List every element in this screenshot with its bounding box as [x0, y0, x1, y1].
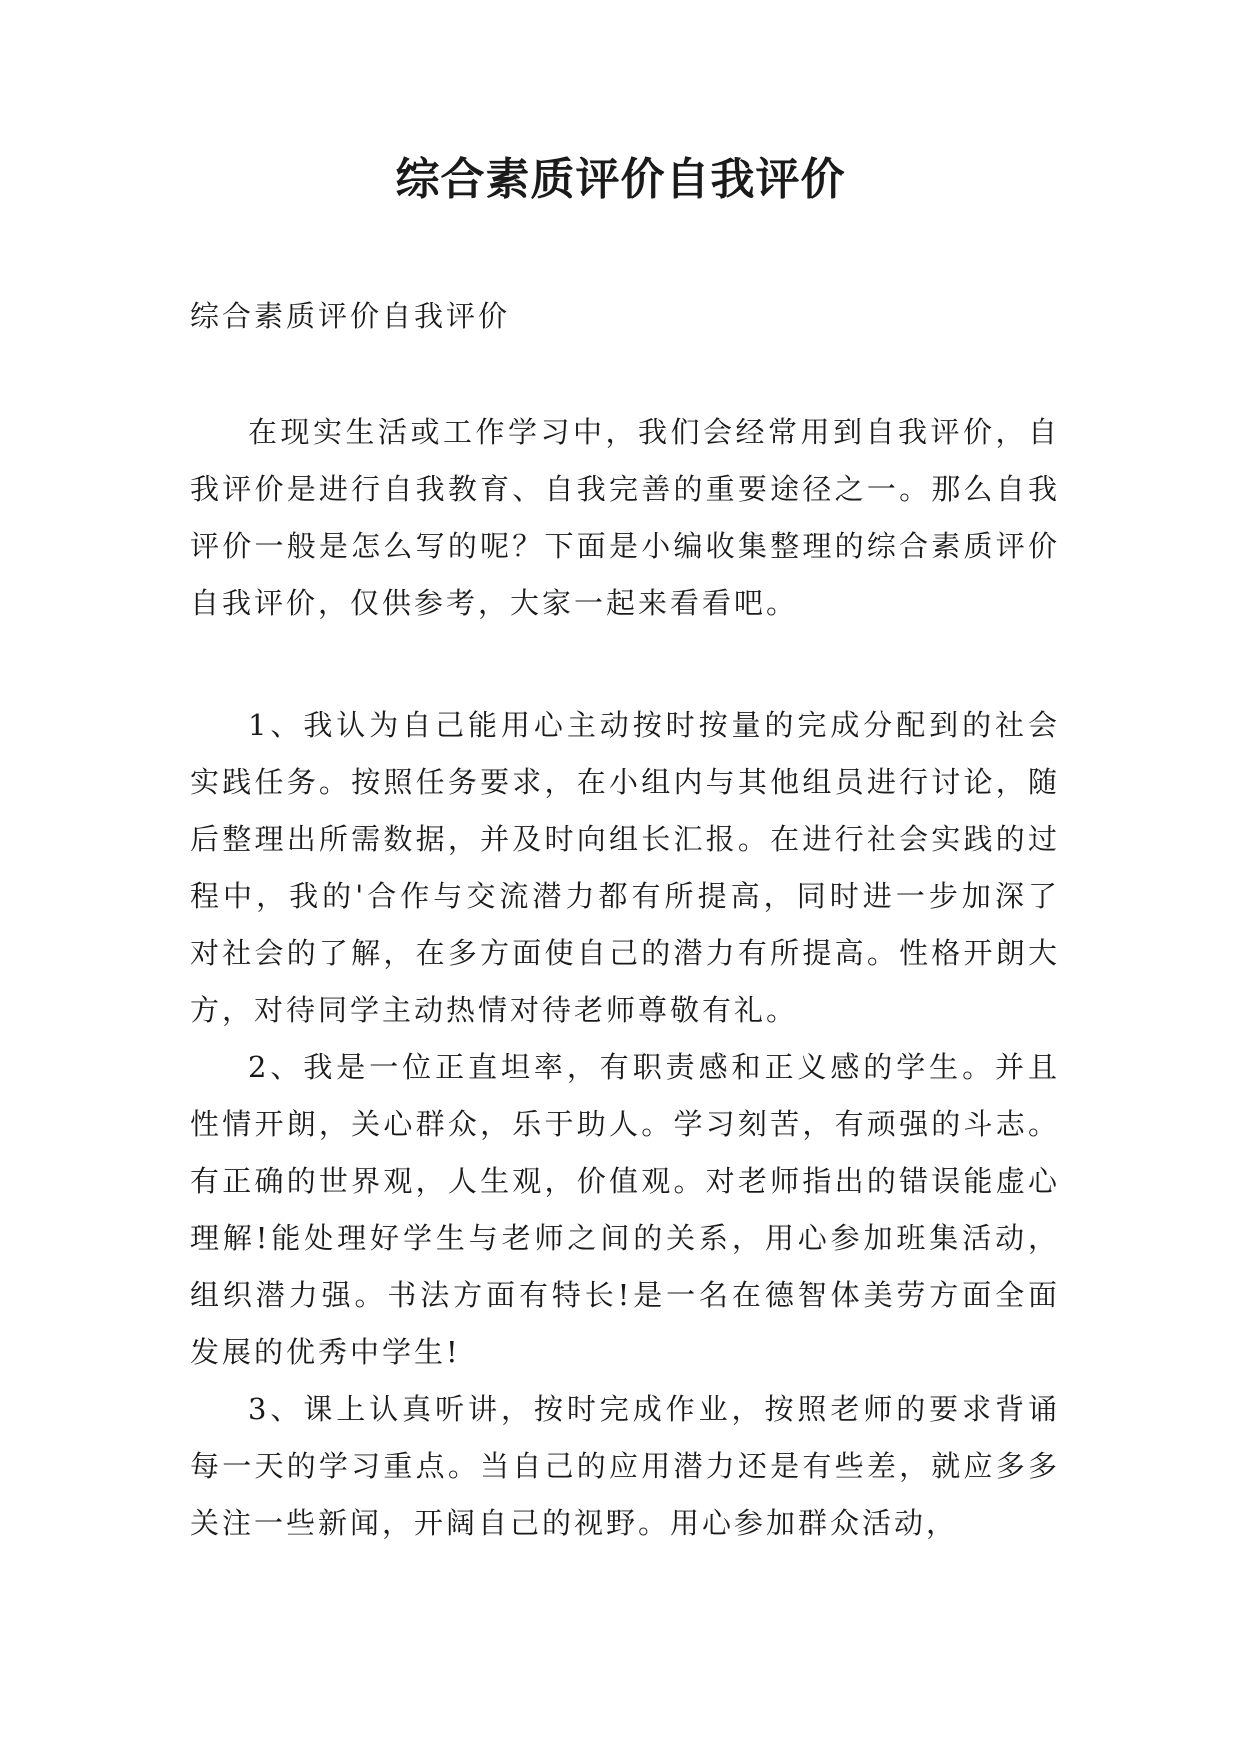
evaluation-item-2: 2、我是一位正直坦率，有职责感和正义感的学生。并且性情开朗，关心群众，乐于助人。学习刻苦，有顽强的斗志。有正确的世界观，人生观，价值观。对老师指出的错误能虚心理解!能处理好学生与老师之间的关系，用心参加班集活动，组织潜力强。书法方面有特长!是一名在德智体美劳方面全面发展的优秀中学生! — [190, 1050, 1060, 1369]
intro-paragraph: 在现实生活或工作学习中，我们会经常用到自我评价，自我评价是进行自我教育、自我完善的重要途径之一。那么自我评价一般是怎么写的呢？下面是小编收集整理的综合素质评价自我评价，仅供参考，大家一起来看看吧。 — [190, 415, 1060, 620]
document-title: 综合素质评价自我评价 — [395, 154, 846, 205]
evaluation-item-1: 1、我认为自己能用心主动按时按量的完成分配到的社会实践任务。按照任务要求，在小组内与其他组员进行讨论，随后整理出所需数据，并及时向组长汇报。在进行社会实践的过程中，我的'合作与交流潜力都有所提高，同时进一步加深了对社会的了解，在多方面使自己的潜力有所提高。性格开朗大方，对待同学主动热情对待老师尊敬有礼。 — [190, 708, 1060, 1027]
intro-section — [190, 404, 1060, 632]
evaluation-item-3: 3、课上认真听讲，按时完成作业，按照老师的要求背诵每一天的学习重点。当自己的应用潜力还是有些差，就应多多关注一些新闻，开阔自己的视野。用心参加群众活动， — [190, 1392, 1060, 1540]
evaluation-list — [190, 697, 1060, 1552]
document-subtitle: 综合素质评价自我评价 — [190, 299, 511, 333]
